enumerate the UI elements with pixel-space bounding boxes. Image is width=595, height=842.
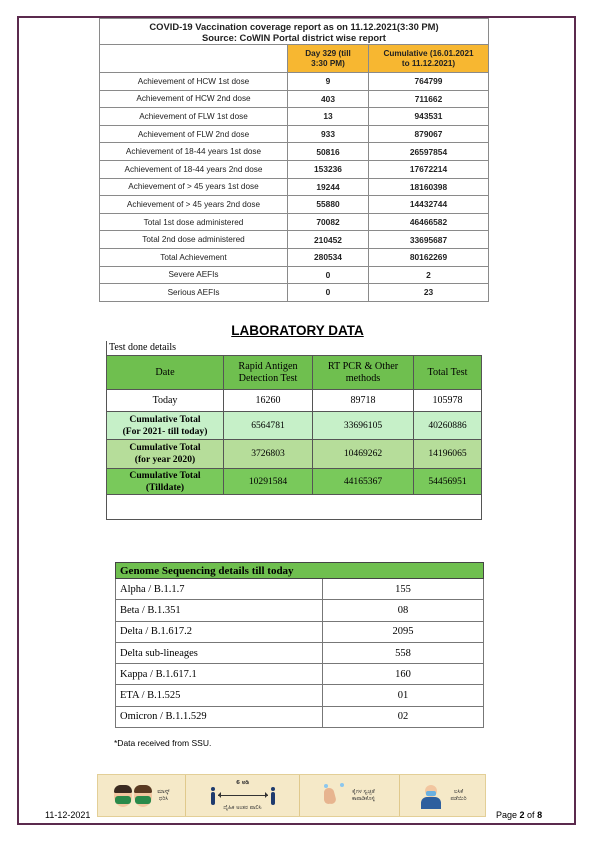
lab-header-date: Date bbox=[107, 356, 224, 390]
table-row: Total 1st dose administered 70082 46466582 bbox=[100, 213, 489, 231]
lab-empty-row bbox=[107, 495, 482, 520]
table-row: Total Achievement 280534 80162269 bbox=[100, 248, 489, 266]
table-row: Cumulative Total (For 2021- till today) 6564781 33696105 40260886 bbox=[107, 412, 482, 440]
table-row: Severe AEFIs 0 2 bbox=[100, 266, 489, 284]
vaccination-icon bbox=[418, 783, 444, 809]
lab-header-rtpcr: RT PCR & Other methods bbox=[313, 356, 414, 390]
hand-wash-icon bbox=[324, 784, 346, 808]
table-row: Today 16260 89718 105978 bbox=[107, 390, 482, 412]
banner-distance-segment: 6 ಅಡಿ ದೈಹಿಕ ಅಂತರ ಪಾಲಿಸಿ bbox=[186, 775, 300, 816]
page-number: Page 2 of 8 bbox=[496, 810, 543, 820]
table-row: Achievement of 18-44 years 2nd dose 153236 17672214 bbox=[100, 160, 489, 178]
table-row: Cumulative Total (for year 2020) 3726803 10469262 14196065 bbox=[107, 440, 482, 469]
lab-header-row bbox=[107, 356, 482, 390]
table-row: Delta / B.1.617.2 2095 bbox=[116, 621, 484, 642]
table-row: Achievement of HCW 1st dose 9 764799 bbox=[100, 73, 489, 91]
data-source-note: *Data received from SSU. bbox=[114, 738, 212, 748]
table-row: ETA / B.1.525 01 bbox=[116, 685, 484, 706]
laboratory-data-heading: LABORATORY DATA bbox=[231, 323, 364, 338]
double-arrow-icon bbox=[218, 795, 268, 796]
masked-faces-icon bbox=[114, 785, 132, 807]
test-done-label: Test done details bbox=[107, 341, 482, 356]
footer-date: 11-12-2021 bbox=[45, 810, 91, 820]
table-row: Kappa / B.1.617.1 160 bbox=[116, 664, 484, 685]
genome-header-row bbox=[116, 563, 484, 579]
table-row: Achievement of 18-44 years 1st dose 50816 26597854 bbox=[100, 143, 489, 161]
social-distance-icon bbox=[208, 787, 278, 805]
lab-header-total: Total Test bbox=[414, 356, 482, 390]
table-row: Delta sub-lineages 558 bbox=[116, 642, 484, 663]
table-row: Achievement of > 45 years 2nd dose 55880 14432744 bbox=[100, 196, 489, 214]
banner-mask-segment: ಮಾಸ್ಕ್ ಧರಿಸಿ bbox=[98, 775, 186, 816]
banner-handwash-segment: ಕೈಗಳ ಸ್ವಚ್ಛತೆ ಕಾಪಾಡಿಕೊಳ್ಳಿ bbox=[300, 775, 400, 816]
vaccination-header-blank bbox=[100, 45, 288, 73]
table-row: Alpha / B.1.1.7 155 bbox=[116, 579, 484, 600]
table-row: Total 2nd dose administered 210452 33695687 bbox=[100, 231, 489, 249]
vaccination-header-day: Day 329 (till 3:30 PM) bbox=[288, 45, 369, 73]
table-row: Beta / B.1.351 08 bbox=[116, 600, 484, 621]
table-row: Achievement of FLW 2nd dose 933 879067 bbox=[100, 125, 489, 143]
table-row: Achievement of HCW 2nd dose 403 711662 bbox=[100, 90, 489, 108]
table-row: Omicron / B.1.1.529 02 bbox=[116, 706, 484, 727]
genome-heading: Genome Sequencing details till today bbox=[116, 563, 484, 579]
vaccination-header-row bbox=[100, 45, 489, 73]
table-row: Achievement of > 45 years 1st dose 19244 18160398 bbox=[100, 178, 489, 196]
banner-vaccine-segment: ಲಸಿಕೆ ಪಡೆಯಿರಿ bbox=[400, 775, 485, 816]
masked-face-icon bbox=[134, 785, 152, 807]
vaccination-title: COVID-19 Vaccination coverage report as on 11.12.2021(3:30 PM) Source: CoWIN Portal district wise report bbox=[100, 19, 489, 45]
covid-appropriate-behaviour-banner bbox=[97, 774, 486, 817]
person-icon bbox=[270, 787, 276, 805]
table-row: Cumulative Total (Tilldate) 10291584 44165367 54456951 bbox=[107, 469, 482, 495]
table-row: Serious AEFIs 0 23 bbox=[100, 284, 489, 302]
test-done-row bbox=[107, 341, 482, 356]
laboratory-table bbox=[106, 341, 482, 520]
table-row: Achievement of FLW 1st dose 13 943531 bbox=[100, 108, 489, 126]
vaccination-title-row bbox=[100, 19, 489, 45]
genome-table bbox=[115, 562, 484, 728]
vaccination-table bbox=[99, 18, 489, 302]
lab-header-rat: Rapid Antigen Detection Test bbox=[224, 356, 313, 390]
vaccination-header-cumulative: Cumulative (16.01.2021 to 11.12.2021) bbox=[369, 45, 489, 73]
